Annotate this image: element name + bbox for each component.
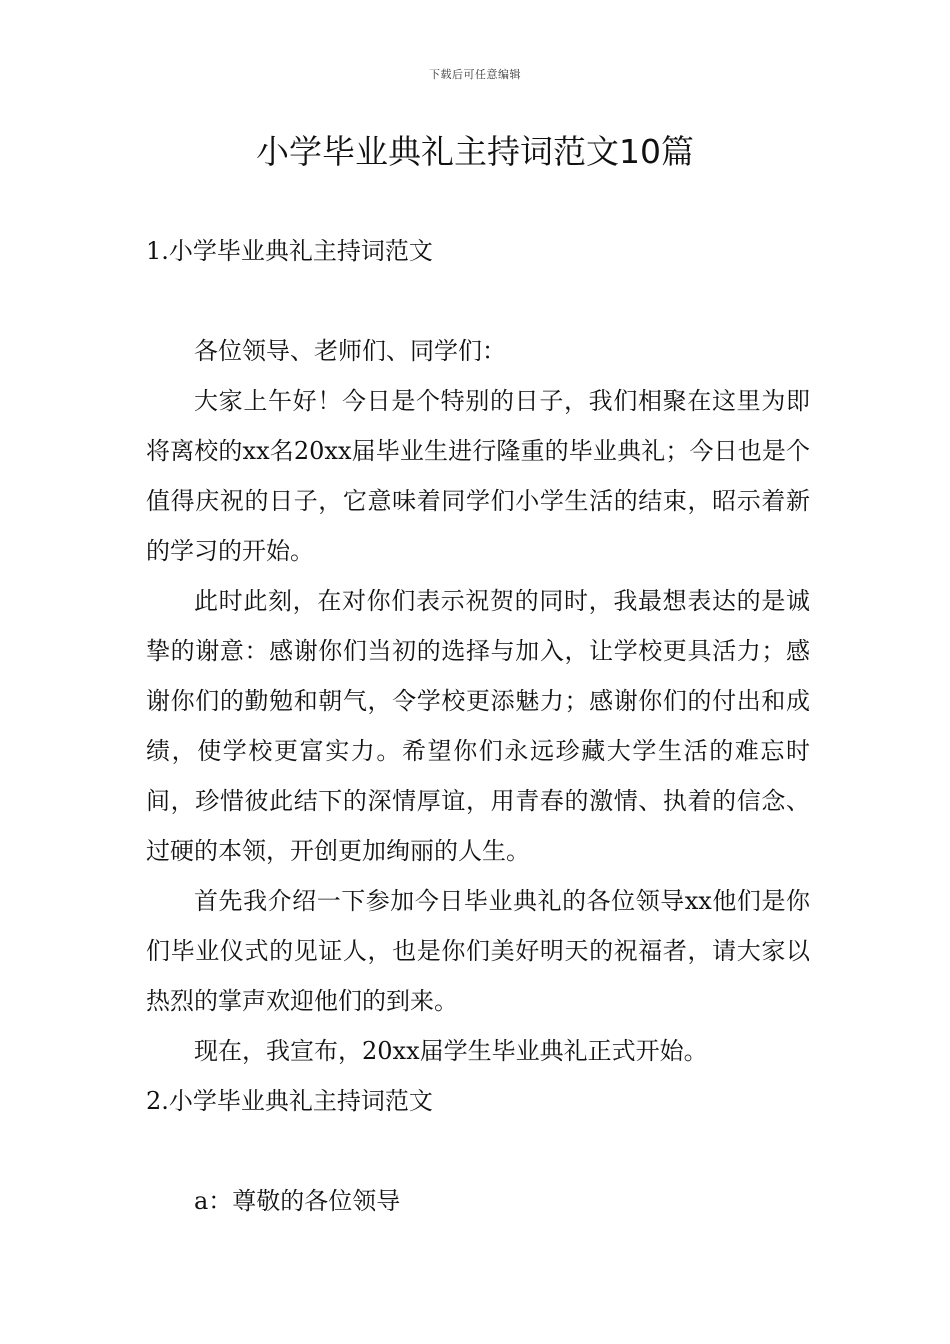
paragraph-announcement: 现在，我宣布，20xx届学生毕业典礼正式开始。 (194, 1037, 708, 1065)
paragraph-introduction: 首先我介绍一下参加今日毕业典礼的各位领导xx他们是你们毕业仪式的见证人，也是你们美好明天的祝福者，请大家以热烈的掌声欢迎他们的到来。 (146, 887, 810, 1015)
section-2-heading: 2.小学毕业典礼主持词范文 (146, 1087, 433, 1115)
document-title: 小学毕业典礼主持词范文10篇 (256, 132, 694, 171)
paragraph-thanks: 此时此刻，在对你们表示祝贺的同时，我最想表达的是诚挚的谢意：感谢你们当初的选择与加入，让学校更具活力；感谢你们的勤勉和朝气，令学校更添魅力；感谢你们的付出和成绩，使学校更富实力。希望你们永远珍藏大学生活的难忘时间，珍惜彼此结下的深情厚谊，用青春的激情、执着的信念、过硬的本领，开创更加绚丽的人生。 (146, 587, 810, 865)
section-2-first-line: a：尊敬的各位领导 (194, 1187, 401, 1215)
document-body (146, 226, 810, 1226)
spacer (146, 276, 810, 326)
header-note: 下载后可任意编辑 (429, 68, 521, 81)
spacer (146, 1126, 810, 1176)
paragraph-greeting: 大家上午好！今日是个特别的日子，我们相聚在这里为即将离校的xx名20xx届毕业生进行隆重的毕业典礼；今日也是个值得庆祝的日子，它意味着同学们小学生活的结束，昭示着新的学习的开始。 (146, 387, 810, 565)
paragraph-salutation: 各位领导、老师们、同学们： (194, 337, 506, 365)
section-1-heading: 1.小学毕业典礼主持词范文 (146, 237, 433, 265)
